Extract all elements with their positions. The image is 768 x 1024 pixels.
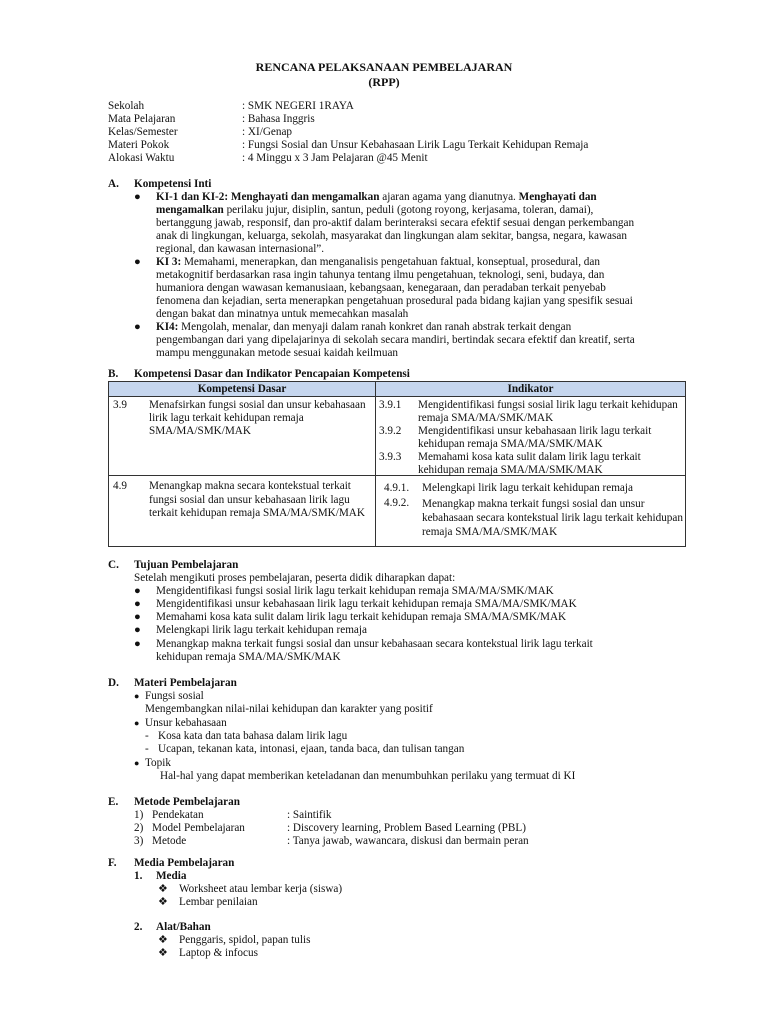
method-value: : Tanya jawab, wawancara, diskusi dan bermain peran xyxy=(287,835,529,847)
section-letter: B. xyxy=(108,368,119,380)
bullet-icon: ● xyxy=(134,585,141,597)
list-item: Mengidentifikasi fungsi sosial lirik lagu terkait kehidupan remaja SMA/MA/SMK/MAK xyxy=(156,585,554,597)
bullet-icon: ● xyxy=(134,624,141,636)
ki3-line5: dengan bakat dan minatnya untuk memecahkan masalah xyxy=(156,308,409,320)
kd-text: Menafsirkan fungsi sosial dan unsur kebahasaan lirik lagu terkait kehidupan remaja SMA/MA/SMK/MAK xyxy=(149,399,366,437)
indicator-text: Mengidentifikasi fungsi sosial lirik lagu terkait kehidupan remaja SMA/MA/SMK/MAK xyxy=(418,399,678,424)
section-letter: F. xyxy=(108,857,117,869)
diamond-bullet-icon: ❖ xyxy=(158,883,169,895)
section-letter: E. xyxy=(108,796,119,808)
kd-indicator-table xyxy=(108,381,686,547)
method-label: Metode xyxy=(152,835,187,847)
list-item: Penggaris, spidol, papan tulis xyxy=(179,934,311,946)
kd-number: 4.9 xyxy=(113,480,127,492)
indicator-number: 3.9.3 xyxy=(379,451,402,463)
diamond-bullet-icon: ❖ xyxy=(158,934,169,946)
list-item: Memahami kosa kata sulit dalam lirik lagu terkait kehidupan remaja SMA/MA/SMK/MAK xyxy=(156,611,567,623)
ki12-line2-bold: mengamalkan xyxy=(156,204,224,216)
ki3-line1 xyxy=(156,256,600,269)
kd-text: Menangkap makna secara kontekstual terkait fungsi sosial dan unsur kebahasaan lirik lagu terkait kehidupan remaja SMA/MA/SMK/MAK xyxy=(149,480,365,519)
bullet-icon: ● xyxy=(134,758,140,768)
section-letter: D. xyxy=(108,677,119,689)
materi-fungsi: Fungsi sosial xyxy=(145,690,204,702)
ki3-line3: humaniora dengan wawasan kemanusiaan, kebangsaan, kenegaraan, dan peradaban terkait penyebab xyxy=(156,282,606,294)
materi-topik-desc: Hal-hal yang dapat memberikan keteladanan dan menumbuhkan perilaku yang termuat di KI xyxy=(160,770,576,782)
materi-topik: Topik xyxy=(145,757,171,769)
section-heading: Tujuan Pembelajaran xyxy=(134,559,239,571)
document-subtitle: (RPP) xyxy=(368,75,400,89)
column-header-kd: Kompetensi Dasar xyxy=(109,382,376,397)
subsection-heading: Media xyxy=(156,870,187,882)
identity-label: Alokasi Waktu xyxy=(108,152,175,164)
table-header-row xyxy=(109,382,686,397)
ki12-line1 xyxy=(156,191,597,204)
section-heading: Kompetensi Inti xyxy=(134,178,212,190)
bullet-icon: ● xyxy=(134,191,141,203)
ki12-text1: ajaran agama yang dianutnya. xyxy=(379,191,519,203)
list-item-continuation: kehidupan remaja SMA/MA/SMK/MAK xyxy=(156,651,341,663)
diamond-bullet-icon: ❖ xyxy=(158,896,169,908)
section-heading: Kompetensi Dasar dan Indikator Pencapaian Kompetensi xyxy=(134,368,410,380)
section-heading: Materi Pembelajaran xyxy=(134,677,237,689)
bullet-icon: ● xyxy=(134,691,140,701)
method-number: 3) xyxy=(134,835,144,847)
identity-value: : XI/Genap xyxy=(242,126,293,138)
list-item: Worksheet atau lembar kerja (siswa) xyxy=(179,883,343,895)
kd-cell xyxy=(109,397,376,476)
list-item: Menangkap makna terkait fungsi sosial dan unsur kebahasaan secara kontekstual lirik lagu terkait xyxy=(156,638,593,650)
table-row xyxy=(109,397,686,476)
indicator-cell xyxy=(376,476,686,547)
list-item: Lembar penilaian xyxy=(179,896,258,908)
indicator-cell xyxy=(376,397,686,476)
ki12-bold1: KI-1 dan KI-2: Menghayati dan mengamalkan xyxy=(156,191,380,203)
method-number: 2) xyxy=(134,822,144,834)
kd-number: 3.9 xyxy=(113,399,127,411)
dash-icon: - xyxy=(145,730,149,742)
ki3-line2: metakognitif berdasarkan rasa ingin tahunya tentang ilmu pengetahuan, teknologi, seni, budaya, dan xyxy=(156,269,605,281)
list-item: Mengidentifikasi unsur kebahasaan lirik lagu terkait kehidupan remaja SMA/MA/SMK/MAK xyxy=(156,598,577,610)
bullet-icon: ● xyxy=(134,638,141,650)
method-label: Model Pembelajaran xyxy=(152,822,245,834)
section-letter: A. xyxy=(108,178,119,190)
ki12-line5: regional, dan kawasan internasional”. xyxy=(156,243,325,255)
ki4-text: Mengolah, menalar, dan menyaji dalam ranah konkret dan ranah abstrak terkait dengan xyxy=(178,321,572,333)
ki12-line4: anak di lingkungan, keluarga, sekolah, masyarakat dan lingkungan alam sekitar, bangsa, negara, kawasan xyxy=(156,230,627,242)
dash-icon: - xyxy=(145,743,149,755)
bullet-icon: ● xyxy=(134,611,141,623)
tujuan-intro: Setelah mengikuti proses pembelajaran, peserta didik diharapkan dapat: xyxy=(134,572,456,584)
column-header-indicator: Indikator xyxy=(376,382,686,397)
bullet-icon: ● xyxy=(134,598,141,610)
ki4-bold: KI4: xyxy=(156,321,179,333)
list-item: Kosa kata dan tata bahasa dalam lirik lagu xyxy=(158,730,348,742)
ki3-bold: KI 3: xyxy=(156,256,182,268)
indicator-number: 3.9.1 xyxy=(379,399,402,411)
indicator-text: Menangkap makna terkait fungsi sosial dan unsur kebahasaan secara kontekstual lirik lagu terkait kehidupan remaja SMA/MA/SMK/MAK xyxy=(422,498,683,538)
indicator-number: 4.9.2. xyxy=(384,497,410,509)
ki3-text: Memahami, menerapkan, dan menganalisis pengetahuan faktual, konseptual, prosedural, dan xyxy=(181,256,600,268)
bullet-icon: ● xyxy=(134,256,141,268)
list-item: Melengkapi lirik lagu terkait kehidupan remaja xyxy=(156,624,367,636)
indicator-number: 3.9.2 xyxy=(379,425,402,437)
identity-label: Sekolah xyxy=(108,100,145,112)
method-label: Pendekatan xyxy=(152,809,204,821)
section-heading: Metode Pembelajaran xyxy=(134,796,240,808)
ki12-line3: bertanggung jawab, responsif, dan pro-aktif dalam berinteraksi secara efektif sesuai dengan perkembangan xyxy=(156,217,635,229)
kd-cell xyxy=(109,476,376,547)
indicator-text: Melengkapi lirik lagu terkait kehidupan remaja xyxy=(422,482,633,494)
method-value: : Saintifik xyxy=(287,809,332,821)
materi-unsur: Unsur kebahasaan xyxy=(145,717,227,729)
section-heading: Media Pembelajaran xyxy=(134,857,235,869)
identity-value: : Bahasa Inggris xyxy=(242,113,315,125)
method-value: : Discovery learning, Problem Based Learning (PBL) xyxy=(287,822,526,834)
document-title: RENCANA PELAKSANAAN PEMBELAJARAN xyxy=(255,60,513,74)
ki12-bold2: Menghayati dan xyxy=(518,191,597,203)
bullet-icon: ● xyxy=(134,718,140,728)
ki4-line3: mampu menggunakan metode sesuai kaidah keilmuan xyxy=(156,347,399,359)
identity-value: : Fungsi Sosial dan Unsur Kebahasaan Lirik Lagu Terkait Kehidupan Remaja xyxy=(242,139,589,151)
subsection-number: 1. xyxy=(134,870,143,882)
ki3-line4: fenomena dan kejadian, serta menerapkan pengetahuan prosedural pada bidang kajian yang spesifik sesuai xyxy=(156,295,633,307)
ki4-line1 xyxy=(156,321,571,334)
identity-label: Kelas/Semester xyxy=(108,126,178,138)
materi-fungsi-desc: Mengembangkan nilai-nilai kehidupan dan karakter yang positif xyxy=(145,703,433,715)
bullet-icon: ● xyxy=(134,321,141,333)
ki12-line2-text: perilaku jujur, disiplin, santun, peduli (gotong royong, kerjasama, toleran, damai), xyxy=(223,204,594,216)
indicator-number: 4.9.1. xyxy=(384,482,410,494)
identity-label: Mata Pelajaran xyxy=(108,113,176,125)
subsection-number: 2. xyxy=(134,921,143,933)
identity-label: Materi Pokok xyxy=(108,139,170,151)
identity-value: : SMK NEGERI 1RAYA xyxy=(242,100,354,112)
section-letter: C. xyxy=(108,559,119,571)
diamond-bullet-icon: ❖ xyxy=(158,947,169,959)
ki12-line2 xyxy=(156,204,593,217)
indicator-text: Mengidentifikasi unsur kebahasaan lirik lagu terkait kehidupan remaja SMA/MA/SMK/MAK xyxy=(418,425,652,450)
method-number: 1) xyxy=(134,809,144,821)
subsection-heading: Alat/Bahan xyxy=(156,921,211,933)
indicator-text: Memahami kosa kata sulit dalam lirik lagu terkait kehidupan remaja SMA/MA/SMK/MAK xyxy=(418,451,641,476)
list-item: Ucapan, tekanan kata, intonasi, ejaan, tanda baca, dan tulisan tangan xyxy=(158,743,465,755)
identity-value: : 4 Minggu x 3 Jam Pelajaran @45 Menit xyxy=(242,152,428,164)
list-item: Laptop & infocus xyxy=(179,947,258,959)
table-row xyxy=(109,476,686,547)
ki4-line2: pengembangan dari yang dipelajarinya di sekolah secara mandiri, bertindak secara efektif dan kreatif, serta xyxy=(156,334,635,346)
